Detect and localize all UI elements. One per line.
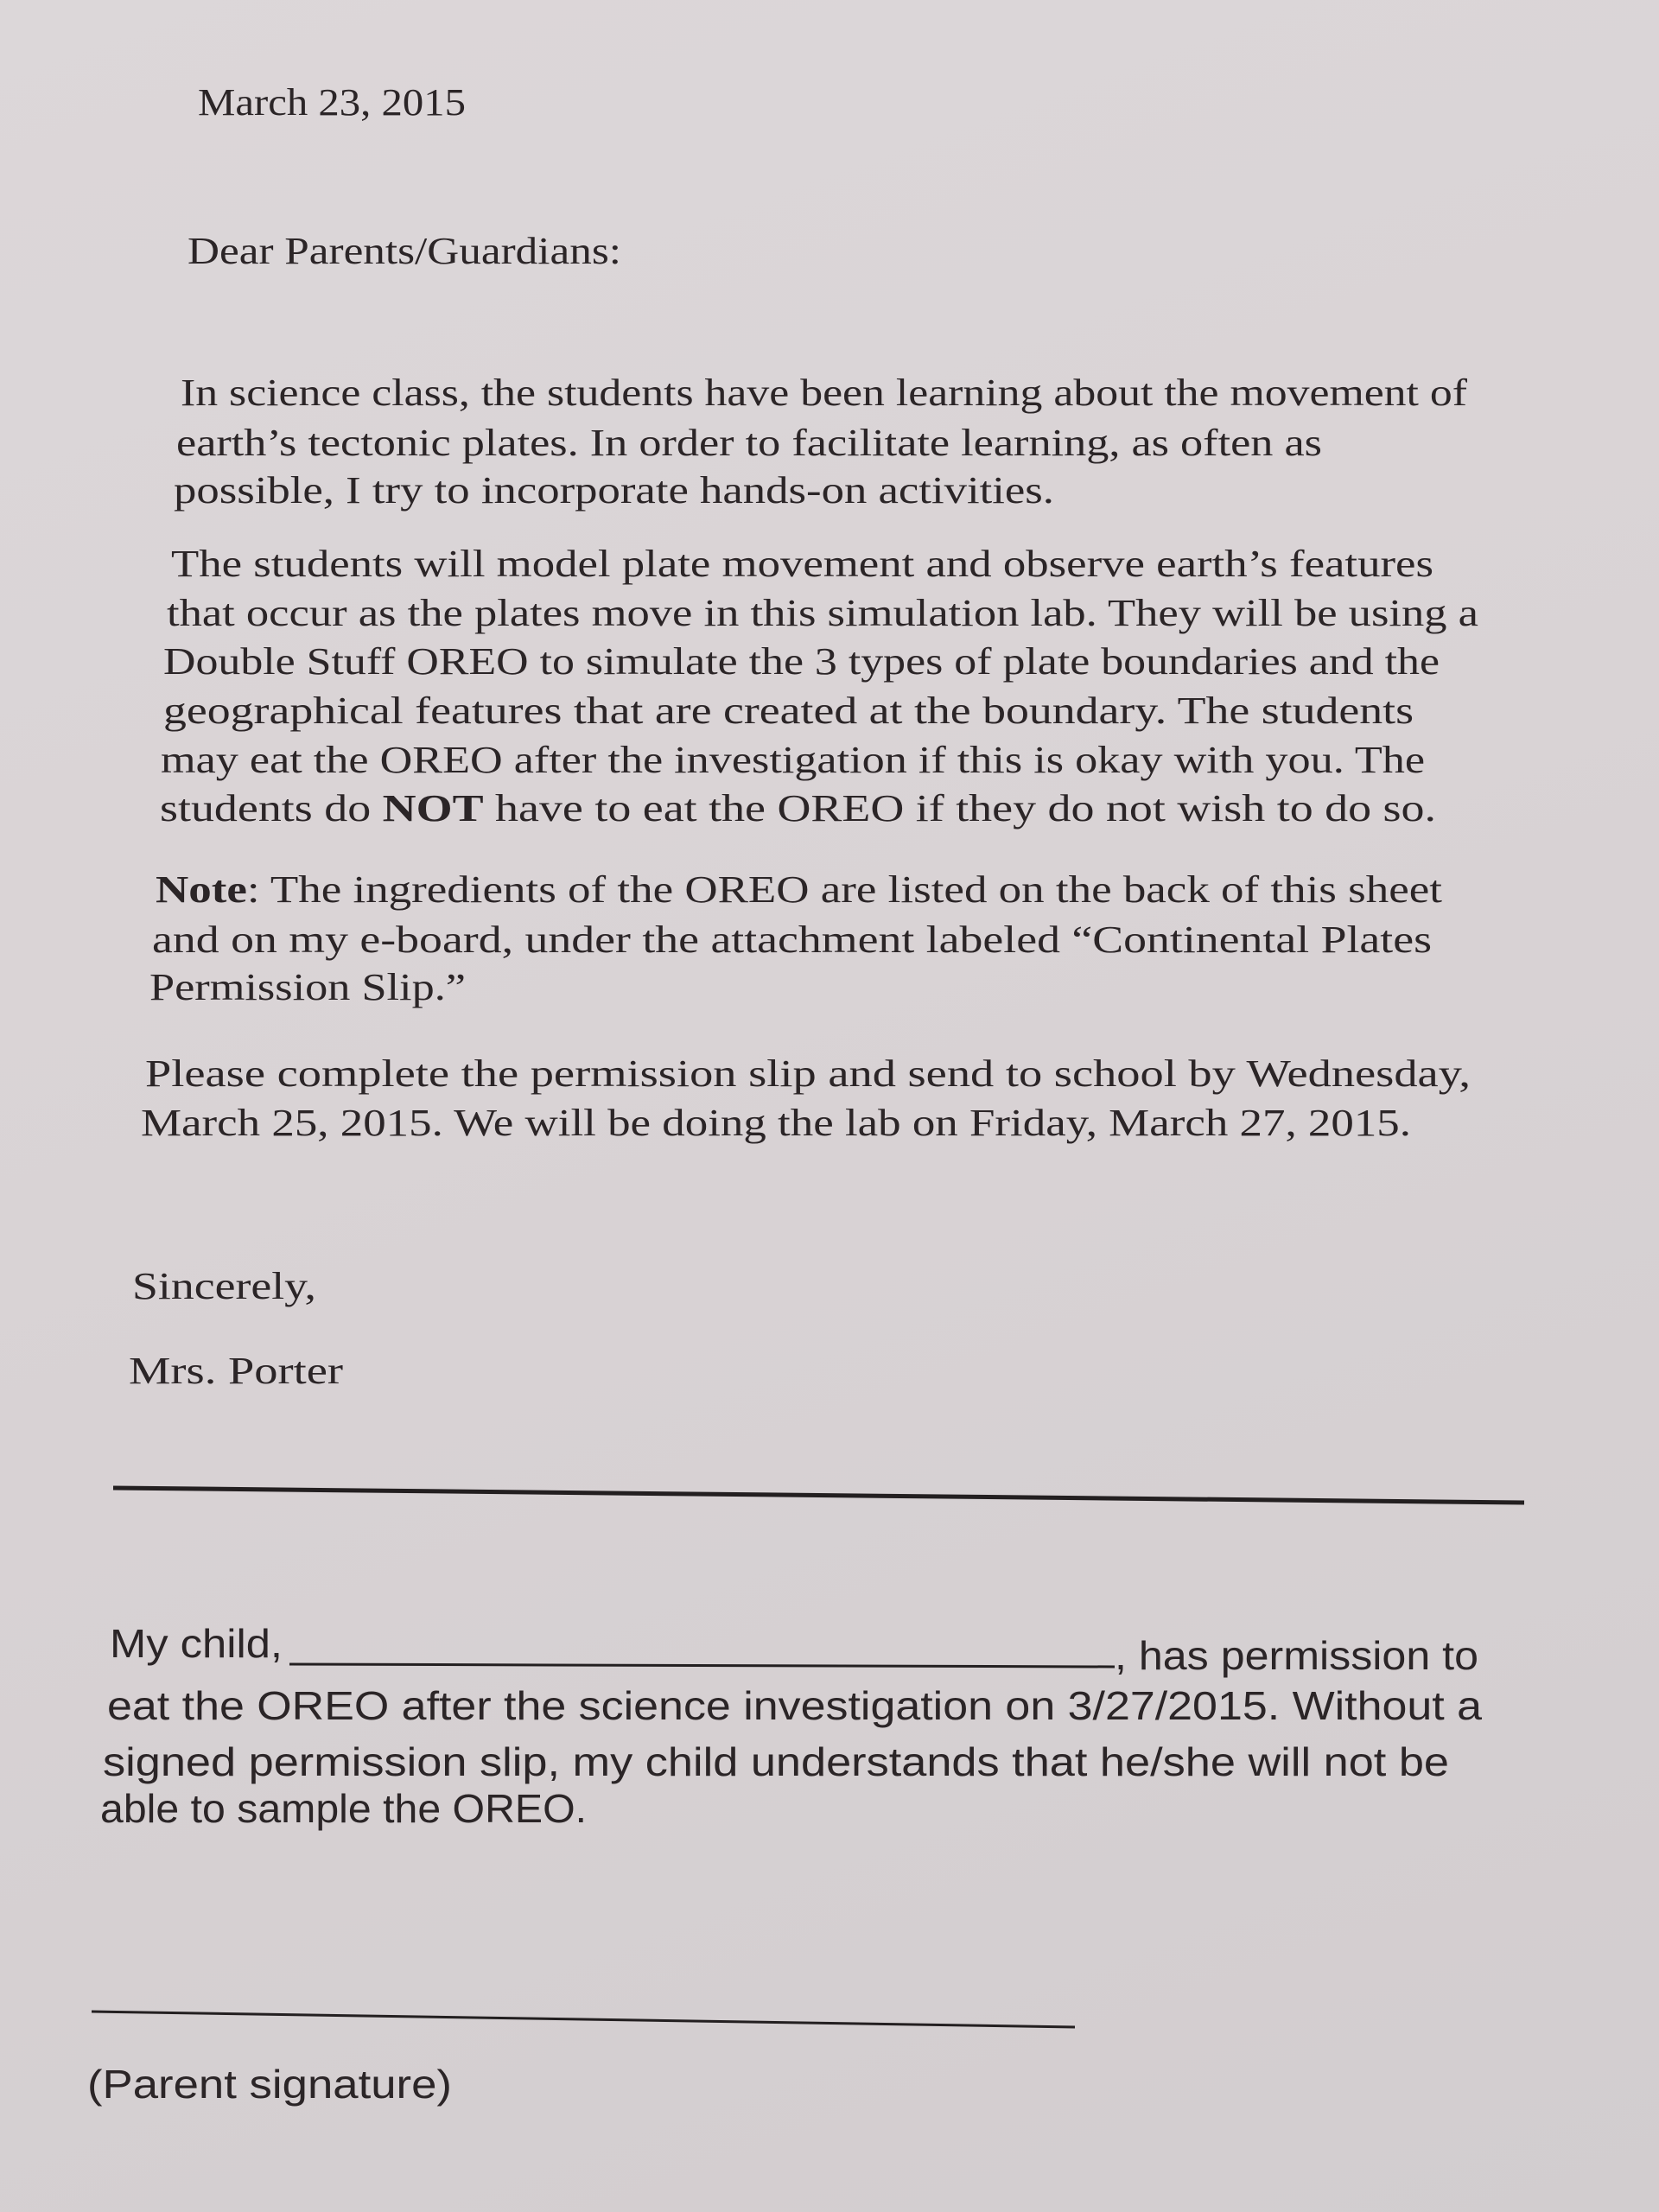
note-line bbox=[156, 868, 1442, 911]
text-span: students do bbox=[160, 787, 342, 830]
salutation: Dear Parents/Guardians: bbox=[188, 230, 621, 272]
paragraph-2-line: The students will model plate movement and observe earth’s features bbox=[171, 543, 1434, 585]
paragraph-2-line: may eat the OREO after the investigation if this is okay with you. The bbox=[161, 739, 1425, 781]
cut-divider-line bbox=[113, 1488, 1524, 1503]
text-span: have to eat the OREO if they do not wish to do so. bbox=[483, 787, 1261, 830]
note-line: and on my e-board, under the attachment labeled “Continental Plates bbox=[152, 918, 1432, 961]
letter-date: March 23, 2015 bbox=[198, 81, 466, 124]
slip-line: able to sample the OREO. bbox=[100, 1786, 587, 1831]
note-label: Note bbox=[156, 868, 232, 911]
slip-line: eat the OREO after the science investigation on 3/27/2015. Without a bbox=[107, 1683, 1483, 1728]
child-name-blank[interactable] bbox=[289, 1664, 1115, 1667]
paragraph-2-line: geographical features that are created at the boundary. The students bbox=[163, 690, 1414, 732]
paragraph-2-line: that occur as the plates move in this simulation lab. They will be using a bbox=[167, 592, 1478, 634]
note-line: Permission Slip.” bbox=[149, 966, 466, 1008]
paragraph-2-last-line bbox=[160, 787, 1436, 830]
paragraph-2-line: Double Stuff OREO to simulate the 3 types of plate boundaries and the bbox=[163, 640, 1440, 683]
parent-signature-label: (Parent signature) bbox=[87, 2062, 452, 2107]
text-span: : The ingredients of the OREO are listed on the back of this sheet bbox=[246, 868, 1240, 911]
parent-signature-line[interactable] bbox=[92, 2012, 1075, 2027]
slip-prefix: My child, bbox=[110, 1621, 283, 1666]
signer-name: Mrs. Porter bbox=[129, 1350, 344, 1392]
paragraph-4-line: Please complete the permission slip and send to school by Wednesday, bbox=[145, 1052, 1471, 1095]
paragraph-4-line: March 25, 2015. We will be doing the lab on Friday, March 27, 2015. bbox=[141, 1102, 1411, 1144]
slip-suffix: , has permission to bbox=[1115, 1633, 1478, 1678]
closing: Sincerely, bbox=[132, 1265, 316, 1307]
paragraph-1-line: possible, I try to incorporate hands-on activities. bbox=[174, 469, 1054, 512]
paragraph-1-line: earth’s tectonic plates. In order to facilitate learning, as often as bbox=[176, 422, 1322, 464]
slip-line: signed permission slip, my child understands that he/she will not be bbox=[103, 1739, 1449, 1784]
emphasis-not: NOT bbox=[382, 787, 466, 830]
paragraph-1-line: In science class, the students have been learning about the movement of bbox=[181, 372, 1468, 414]
